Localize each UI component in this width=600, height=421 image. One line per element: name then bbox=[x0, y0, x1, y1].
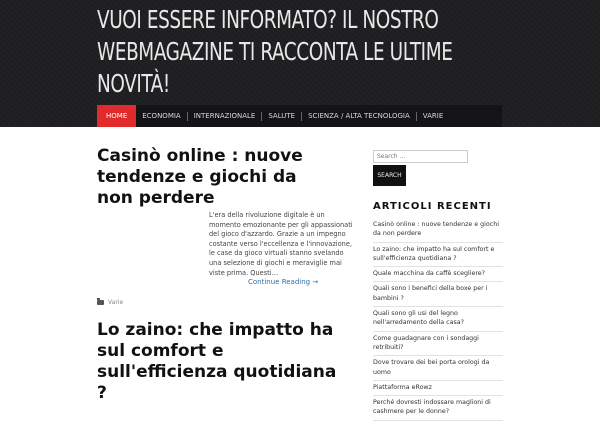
post-title[interactable]: Lo zaino: che impatto ha sul comfort e sull'efficienza quotidiana ? bbox=[97, 320, 337, 403]
site-header bbox=[0, 0, 600, 127]
recent-post-link[interactable]: Quali sono gli usi del legno nell'arredamento della casa? bbox=[373, 307, 503, 332]
nav-item-internazionale[interactable]: INTERNAZIONALE bbox=[193, 112, 256, 120]
recent-post-link[interactable]: Lo zaino: che impatto ha sul comfort e sull'efficienza quotidiana ? bbox=[373, 243, 503, 268]
post-category-link[interactable]: Varie bbox=[108, 299, 124, 306]
recent-posts-list bbox=[373, 218, 503, 421]
nav-item-home[interactable]: HOME bbox=[97, 105, 136, 127]
nav-item-varie[interactable]: VARIE bbox=[422, 112, 444, 120]
search-button[interactable]: SEARCH bbox=[373, 165, 406, 186]
nav-item-economia[interactable]: ECONOMIA bbox=[142, 112, 181, 120]
recent-post-link[interactable]: Piattaforma eRowz bbox=[373, 381, 503, 396]
folder-icon bbox=[97, 300, 104, 305]
main-content bbox=[97, 146, 353, 403]
recent-post-link[interactable]: Come guadagnare con i sondaggi retribuiti? bbox=[373, 332, 503, 357]
nav-item-scienza[interactable]: SCIENZA / ALTA TECNOLOGIA bbox=[308, 112, 410, 120]
continue-reading-link[interactable]: Continue Reading → bbox=[248, 278, 319, 286]
site-title[interactable]: VUOI ESSERE INFORMATO? IL NOSTRO WEBMAGAZINE TI RACCONTA LE ULTIME NOVITÀ! bbox=[97, 5, 453, 98]
sidebar bbox=[373, 150, 503, 421]
post-meta bbox=[97, 299, 123, 306]
recent-post-link[interactable]: Quale macchina da caffè scegliere? bbox=[373, 267, 503, 282]
recent-posts-title: ARTICOLI RECENTI bbox=[373, 201, 492, 212]
recent-post-link[interactable]: Perché dovresti indossare maglioni di cashmere per le donne? bbox=[373, 396, 503, 421]
recent-post-link[interactable]: Dove trovare dei bei porta orologi da uomo bbox=[373, 356, 503, 381]
recent-post-link[interactable]: Casinò online : nuove tendenze e giochi da non perdere bbox=[373, 218, 503, 243]
nav-item-salute[interactable]: SALUTE bbox=[268, 112, 296, 120]
recent-post-link[interactable]: Quali sono i benefici della boxe per i bambini ? bbox=[373, 282, 503, 307]
main-nav bbox=[97, 105, 502, 127]
post-excerpt: L'era della rivoluzione digitale è un momento emozionante per gli appassionati del gioco d'azzardo. Grazie a un impegno costante verso l'eccellenza e l'innovazione, le case da gioco virtuali stanno svelando una selezione di giochi e meraviglie mai viste prima. Questi… bbox=[209, 211, 353, 277]
search-input[interactable] bbox=[373, 150, 468, 163]
post-title[interactable]: Casinò online : nuove tendenze e giochi da non perdere bbox=[97, 146, 303, 208]
